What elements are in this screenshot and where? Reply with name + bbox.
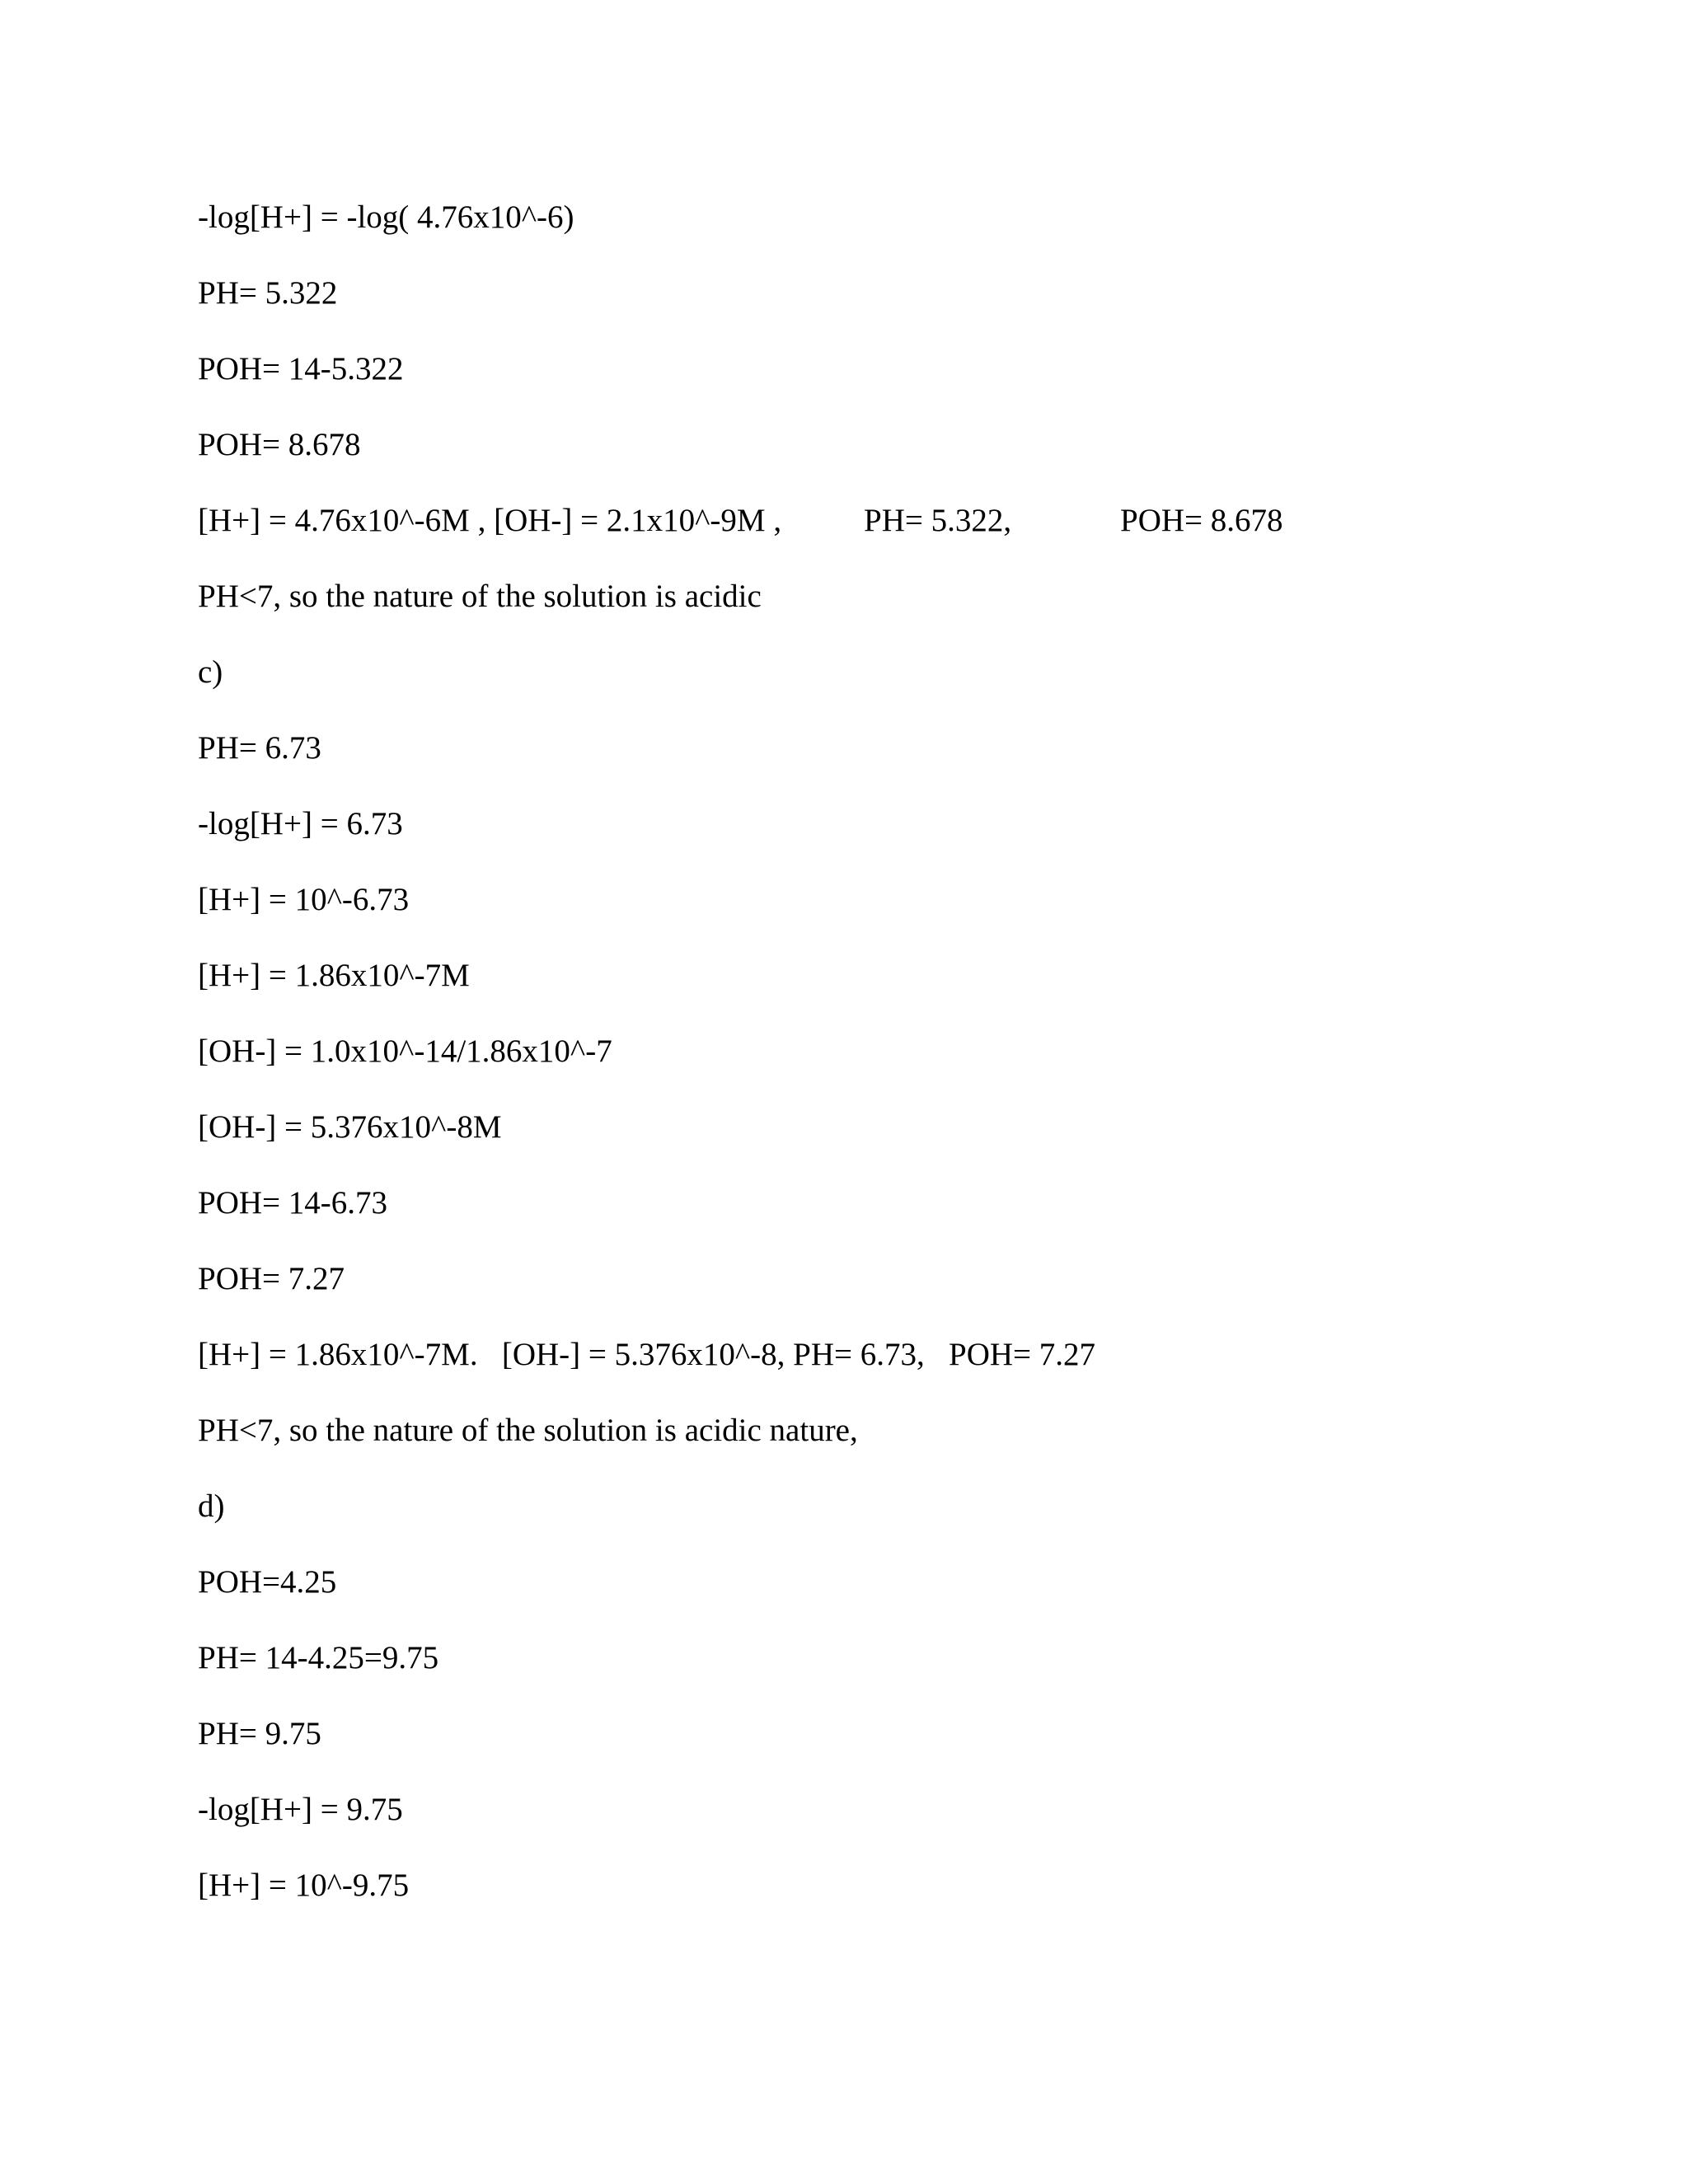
text-line: [H+] = 10^-9.75 (198, 1868, 410, 1903)
text-line: PH= 9.75 (198, 1716, 321, 1751)
summary-b-ph: PH= 5.322, (864, 503, 1012, 538)
text-line: POH= 7.27 (198, 1261, 345, 1296)
section-heading-d: d) (198, 1488, 225, 1524)
text-line: PH= 6.73 (198, 730, 321, 766)
text-line: POH= 14-6.73 (198, 1185, 388, 1221)
text-line: POH= 8.678 (198, 427, 361, 462)
text-line: PH= 5.322 (198, 275, 338, 311)
text-line: POH= 14-5.322 (198, 351, 404, 387)
section-heading-c: c) (198, 654, 223, 690)
conclusion-line: PH<7, so the nature of the solution is acidic nature, (198, 1413, 858, 1448)
text-line: PH= 14-4.25=9.75 (198, 1640, 439, 1675)
text-line: -log[H+] = 6.73 (198, 806, 403, 841)
conclusion-line: PH<7, so the nature of the solution is acidic (198, 579, 762, 614)
text-line: [OH-] = 5.376x10^-8M (198, 1109, 502, 1145)
text-line: -log[H+] = 9.75 (198, 1792, 403, 1827)
text-line: [H+] = 1.86x10^-7M (198, 958, 470, 993)
summary-line-b: [H+] = 4.76x10^-6M , [OH-] = 2.1x10^-9M , (198, 503, 782, 538)
summary-line-c: [H+] = 1.86x10^-7M. [OH-] = 5.376x10^-8, PH= 6.73, POH= 7.27 (198, 1337, 1096, 1372)
text-line: POH=4.25 (198, 1564, 337, 1600)
text-line: [H+] = 10^-6.73 (198, 882, 410, 917)
summary-b-poh: POH= 8.678 (1120, 503, 1283, 538)
text-line: [OH-] = 1.0x10^-14/1.86x10^-7 (198, 1033, 612, 1069)
text-line: -log[H+] = -log( 4.76x10^-6) (198, 199, 574, 235)
